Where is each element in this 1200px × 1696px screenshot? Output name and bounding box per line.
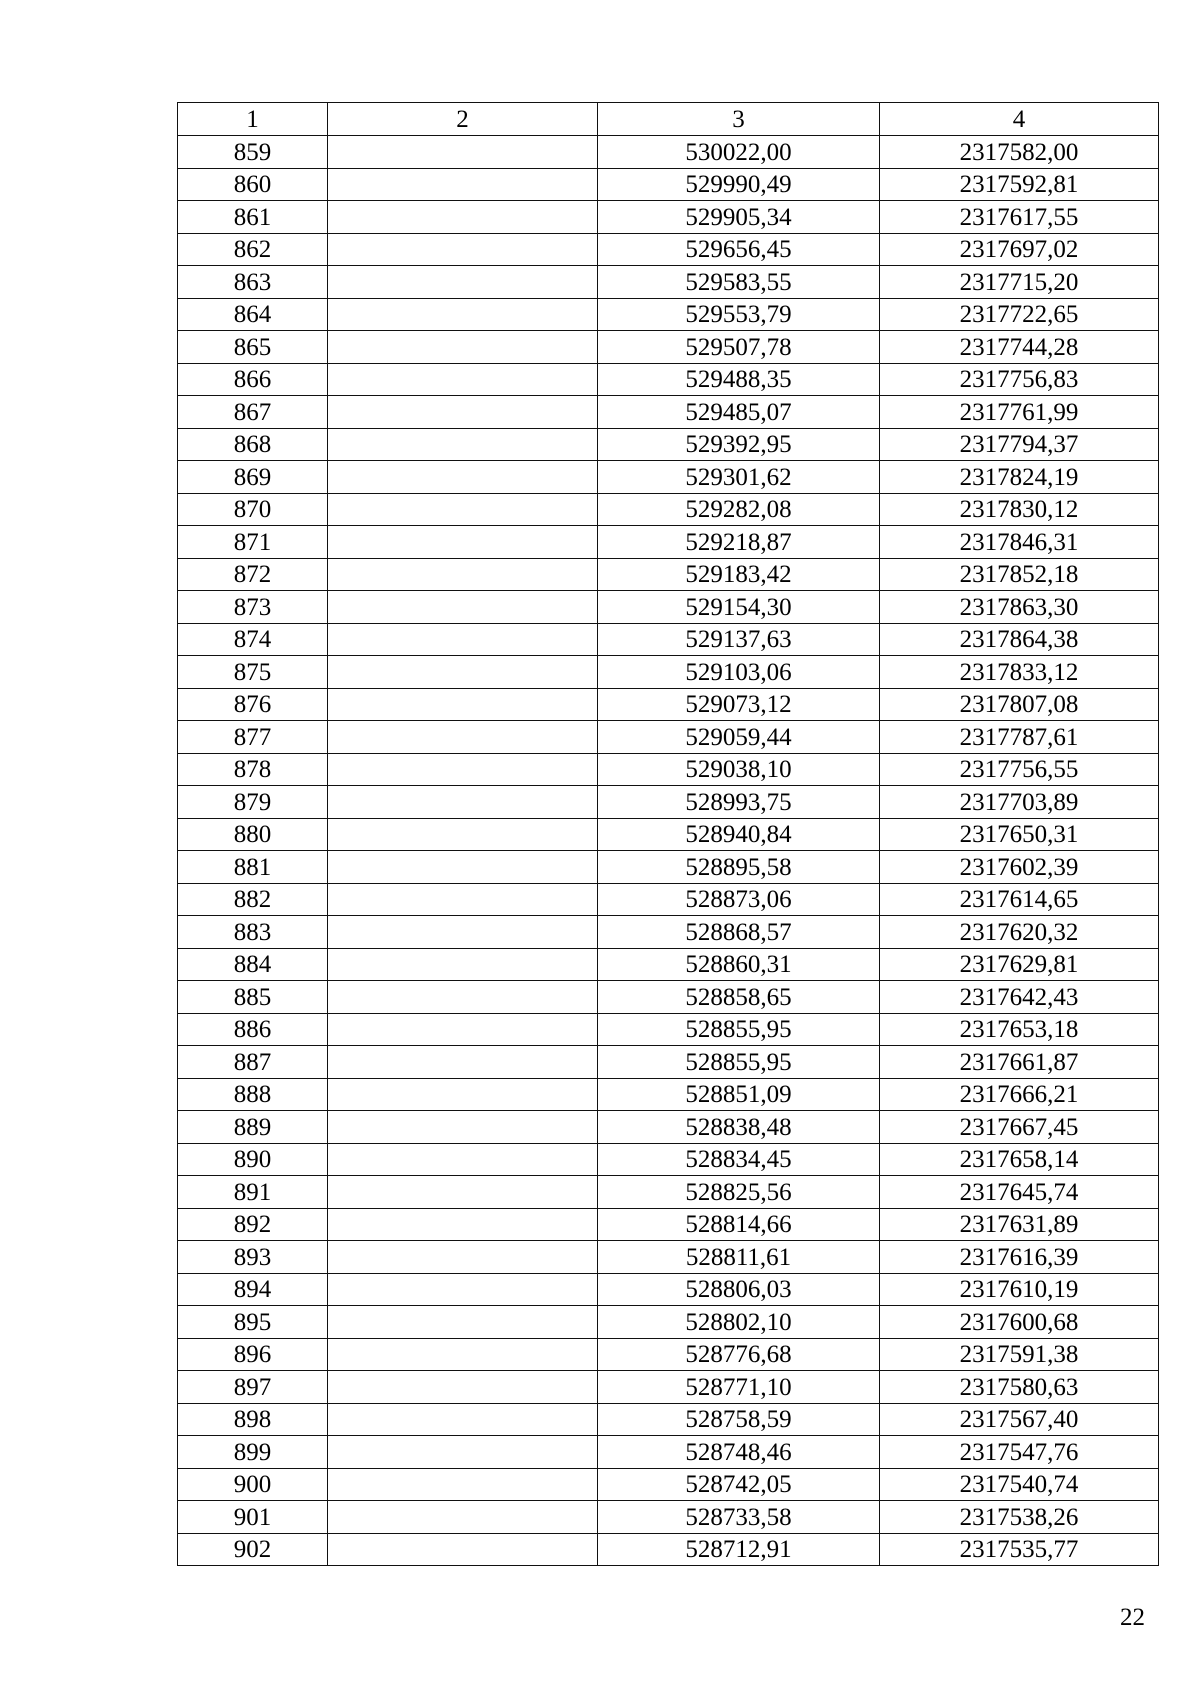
empty-cell	[328, 136, 598, 169]
x-coordinate-cell: 529038,10	[598, 753, 880, 786]
x-coordinate-cell: 529137,63	[598, 623, 880, 656]
y-coordinate-cell: 2317547,76	[880, 1436, 1159, 1469]
table-row	[178, 558, 1159, 591]
table-row	[178, 1468, 1159, 1501]
column-header-4: 4	[880, 103, 1159, 136]
y-coordinate-cell: 2317697,02	[880, 233, 1159, 266]
x-coordinate-cell: 529154,30	[598, 591, 880, 624]
y-coordinate-cell: 2317658,14	[880, 1143, 1159, 1176]
table-row	[178, 623, 1159, 656]
point-number-cell: 869	[178, 461, 328, 494]
x-coordinate-cell: 529103,06	[598, 656, 880, 689]
table-row	[178, 526, 1159, 559]
table-row	[178, 818, 1159, 851]
point-number-cell: 889	[178, 1111, 328, 1144]
empty-cell	[328, 1241, 598, 1274]
table-row	[178, 656, 1159, 689]
point-number-cell: 861	[178, 201, 328, 234]
point-number-cell: 874	[178, 623, 328, 656]
empty-cell	[328, 396, 598, 429]
y-coordinate-cell: 2317600,68	[880, 1306, 1159, 1339]
y-coordinate-cell: 2317863,30	[880, 591, 1159, 624]
table-row	[178, 591, 1159, 624]
table-row	[178, 883, 1159, 916]
y-coordinate-cell: 2317807,08	[880, 688, 1159, 721]
y-coordinate-cell: 2317592,81	[880, 168, 1159, 201]
x-coordinate-cell: 529990,49	[598, 168, 880, 201]
table-row	[178, 1208, 1159, 1241]
y-coordinate-cell: 2317567,40	[880, 1403, 1159, 1436]
x-coordinate-cell: 528814,66	[598, 1208, 880, 1241]
x-coordinate-cell: 529507,78	[598, 331, 880, 364]
empty-cell	[328, 1111, 598, 1144]
x-coordinate-cell: 529183,42	[598, 558, 880, 591]
x-coordinate-cell: 528758,59	[598, 1403, 880, 1436]
y-coordinate-cell: 2317538,26	[880, 1501, 1159, 1534]
y-coordinate-cell: 2317582,00	[880, 136, 1159, 169]
x-coordinate-cell: 529282,08	[598, 493, 880, 526]
empty-cell	[328, 721, 598, 754]
point-number-cell: 899	[178, 1436, 328, 1469]
table-row	[178, 1013, 1159, 1046]
y-coordinate-cell: 2317614,65	[880, 883, 1159, 916]
table-row	[178, 1371, 1159, 1404]
y-coordinate-cell: 2317617,55	[880, 201, 1159, 234]
empty-cell	[328, 1176, 598, 1209]
table-row	[178, 461, 1159, 494]
empty-cell	[328, 623, 598, 656]
point-number-cell: 902	[178, 1533, 328, 1566]
table-row	[178, 396, 1159, 429]
table-row	[178, 168, 1159, 201]
table-row	[178, 1436, 1159, 1469]
table-row	[178, 1078, 1159, 1111]
point-number-cell: 890	[178, 1143, 328, 1176]
empty-cell	[328, 526, 598, 559]
y-coordinate-cell: 2317864,38	[880, 623, 1159, 656]
x-coordinate-cell: 529392,95	[598, 428, 880, 461]
point-number-cell: 893	[178, 1241, 328, 1274]
x-coordinate-cell: 528712,91	[598, 1533, 880, 1566]
table-row	[178, 1533, 1159, 1566]
empty-cell	[328, 1371, 598, 1404]
column-header-3: 3	[598, 103, 880, 136]
table-row	[178, 981, 1159, 1014]
empty-cell	[328, 1078, 598, 1111]
y-coordinate-cell: 2317653,18	[880, 1013, 1159, 1046]
y-coordinate-cell: 2317852,18	[880, 558, 1159, 591]
empty-cell	[328, 1143, 598, 1176]
point-number-cell: 860	[178, 168, 328, 201]
y-coordinate-cell: 2317824,19	[880, 461, 1159, 494]
y-coordinate-cell: 2317661,87	[880, 1046, 1159, 1079]
point-number-cell: 876	[178, 688, 328, 721]
x-coordinate-cell: 529553,79	[598, 298, 880, 331]
table-row	[178, 298, 1159, 331]
empty-cell	[328, 461, 598, 494]
table-row	[178, 753, 1159, 786]
empty-cell	[328, 1533, 598, 1566]
empty-cell	[328, 558, 598, 591]
point-number-cell: 885	[178, 981, 328, 1014]
empty-cell	[328, 1501, 598, 1534]
table-row	[178, 1501, 1159, 1534]
point-number-cell: 882	[178, 883, 328, 916]
y-coordinate-cell: 2317602,39	[880, 851, 1159, 884]
y-coordinate-cell: 2317642,43	[880, 981, 1159, 1014]
x-coordinate-cell: 528802,10	[598, 1306, 880, 1339]
point-number-cell: 880	[178, 818, 328, 851]
y-coordinate-cell: 2317761,99	[880, 396, 1159, 429]
y-coordinate-cell: 2317629,81	[880, 948, 1159, 981]
empty-cell	[328, 948, 598, 981]
y-coordinate-cell: 2317620,32	[880, 916, 1159, 949]
y-coordinate-cell: 2317616,39	[880, 1241, 1159, 1274]
empty-cell	[328, 916, 598, 949]
empty-cell	[328, 233, 598, 266]
empty-cell	[328, 493, 598, 526]
point-number-cell: 891	[178, 1176, 328, 1209]
empty-cell	[328, 1338, 598, 1371]
y-coordinate-cell: 2317540,74	[880, 1468, 1159, 1501]
x-coordinate-cell: 529073,12	[598, 688, 880, 721]
x-coordinate-cell: 528838,48	[598, 1111, 880, 1144]
empty-cell	[328, 331, 598, 364]
table-row	[178, 363, 1159, 396]
x-coordinate-cell: 528873,06	[598, 883, 880, 916]
x-coordinate-cell: 528771,10	[598, 1371, 880, 1404]
point-number-cell: 896	[178, 1338, 328, 1371]
empty-cell	[328, 883, 598, 916]
x-coordinate-cell: 530022,00	[598, 136, 880, 169]
empty-cell	[328, 1013, 598, 1046]
point-number-cell: 901	[178, 1501, 328, 1534]
point-number-cell: 897	[178, 1371, 328, 1404]
page-number: 22	[1120, 1604, 1145, 1631]
table-row	[178, 266, 1159, 299]
point-number-cell: 894	[178, 1273, 328, 1306]
table-row	[178, 1338, 1159, 1371]
point-number-cell: 883	[178, 916, 328, 949]
x-coordinate-cell: 528940,84	[598, 818, 880, 851]
table-row	[178, 786, 1159, 819]
x-coordinate-cell: 528834,45	[598, 1143, 880, 1176]
table-row	[178, 1111, 1159, 1144]
column-header-2: 2	[328, 103, 598, 136]
point-number-cell: 884	[178, 948, 328, 981]
point-number-cell: 862	[178, 233, 328, 266]
point-number-cell: 892	[178, 1208, 328, 1241]
x-coordinate-cell: 529301,62	[598, 461, 880, 494]
x-coordinate-cell: 528851,09	[598, 1078, 880, 1111]
x-coordinate-cell: 529059,44	[598, 721, 880, 754]
y-coordinate-cell: 2317787,61	[880, 721, 1159, 754]
point-number-cell: 867	[178, 396, 328, 429]
x-coordinate-cell: 528776,68	[598, 1338, 880, 1371]
point-number-cell: 895	[178, 1306, 328, 1339]
point-number-cell: 887	[178, 1046, 328, 1079]
x-coordinate-cell: 528993,75	[598, 786, 880, 819]
y-coordinate-cell: 2317667,45	[880, 1111, 1159, 1144]
point-number-cell: 866	[178, 363, 328, 396]
x-coordinate-cell: 529656,45	[598, 233, 880, 266]
empty-cell	[328, 266, 598, 299]
y-coordinate-cell: 2317591,38	[880, 1338, 1159, 1371]
table-row	[178, 331, 1159, 364]
point-number-cell: 877	[178, 721, 328, 754]
x-coordinate-cell: 528825,56	[598, 1176, 880, 1209]
table-row	[178, 233, 1159, 266]
table-row	[178, 851, 1159, 884]
x-coordinate-cell: 529488,35	[598, 363, 880, 396]
table-row	[178, 1306, 1159, 1339]
table-row	[178, 136, 1159, 169]
point-number-cell: 900	[178, 1468, 328, 1501]
point-number-cell: 888	[178, 1078, 328, 1111]
empty-cell	[328, 591, 598, 624]
table-row	[178, 1241, 1159, 1274]
y-coordinate-cell: 2317535,77	[880, 1533, 1159, 1566]
table-row	[178, 1176, 1159, 1209]
y-coordinate-cell: 2317756,83	[880, 363, 1159, 396]
empty-cell	[328, 1273, 598, 1306]
y-coordinate-cell: 2317666,21	[880, 1078, 1159, 1111]
y-coordinate-cell: 2317631,89	[880, 1208, 1159, 1241]
y-coordinate-cell: 2317650,31	[880, 818, 1159, 851]
empty-cell	[328, 981, 598, 1014]
table-row	[178, 1046, 1159, 1079]
point-number-cell: 863	[178, 266, 328, 299]
point-number-cell: 864	[178, 298, 328, 331]
x-coordinate-cell: 529583,55	[598, 266, 880, 299]
y-coordinate-cell: 2317794,37	[880, 428, 1159, 461]
point-number-cell: 898	[178, 1403, 328, 1436]
empty-cell	[328, 851, 598, 884]
point-number-cell: 881	[178, 851, 328, 884]
empty-cell	[328, 1208, 598, 1241]
x-coordinate-cell: 528855,95	[598, 1046, 880, 1079]
table-row	[178, 428, 1159, 461]
point-number-cell: 859	[178, 136, 328, 169]
x-coordinate-cell: 528860,31	[598, 948, 880, 981]
point-number-cell: 865	[178, 331, 328, 364]
coordinates-table-body	[178, 103, 1159, 1566]
point-number-cell: 871	[178, 526, 328, 559]
empty-cell	[328, 1436, 598, 1469]
empty-cell	[328, 818, 598, 851]
table-row	[178, 493, 1159, 526]
y-coordinate-cell: 2317830,12	[880, 493, 1159, 526]
y-coordinate-cell: 2317610,19	[880, 1273, 1159, 1306]
x-coordinate-cell: 529905,34	[598, 201, 880, 234]
x-coordinate-cell: 528811,61	[598, 1241, 880, 1274]
point-number-cell: 872	[178, 558, 328, 591]
point-number-cell: 868	[178, 428, 328, 461]
table-header-row	[178, 103, 1159, 136]
x-coordinate-cell: 529485,07	[598, 396, 880, 429]
table-row	[178, 1403, 1159, 1436]
empty-cell	[328, 786, 598, 819]
point-number-cell: 879	[178, 786, 328, 819]
y-coordinate-cell: 2317580,63	[880, 1371, 1159, 1404]
x-coordinate-cell: 528868,57	[598, 916, 880, 949]
table-row	[178, 1143, 1159, 1176]
empty-cell	[328, 1403, 598, 1436]
empty-cell	[328, 688, 598, 721]
column-header-1: 1	[178, 103, 328, 136]
point-number-cell: 870	[178, 493, 328, 526]
empty-cell	[328, 201, 598, 234]
point-number-cell: 878	[178, 753, 328, 786]
y-coordinate-cell: 2317722,65	[880, 298, 1159, 331]
x-coordinate-cell: 528742,05	[598, 1468, 880, 1501]
y-coordinate-cell: 2317833,12	[880, 656, 1159, 689]
table-row	[178, 721, 1159, 754]
point-number-cell: 873	[178, 591, 328, 624]
y-coordinate-cell: 2317715,20	[880, 266, 1159, 299]
table-row	[178, 688, 1159, 721]
y-coordinate-cell: 2317703,89	[880, 786, 1159, 819]
x-coordinate-cell: 528858,65	[598, 981, 880, 1014]
point-number-cell: 875	[178, 656, 328, 689]
empty-cell	[328, 1306, 598, 1339]
empty-cell	[328, 363, 598, 396]
empty-cell	[328, 428, 598, 461]
x-coordinate-cell: 528748,46	[598, 1436, 880, 1469]
y-coordinate-cell: 2317846,31	[880, 526, 1159, 559]
empty-cell	[328, 1468, 598, 1501]
empty-cell	[328, 298, 598, 331]
y-coordinate-cell: 2317744,28	[880, 331, 1159, 364]
empty-cell	[328, 656, 598, 689]
x-coordinate-cell: 529218,87	[598, 526, 880, 559]
table-row	[178, 201, 1159, 234]
x-coordinate-cell: 528806,03	[598, 1273, 880, 1306]
x-coordinate-cell: 528733,58	[598, 1501, 880, 1534]
table-row	[178, 916, 1159, 949]
coordinates-table	[177, 102, 1159, 1566]
table-row	[178, 948, 1159, 981]
y-coordinate-cell: 2317756,55	[880, 753, 1159, 786]
empty-cell	[328, 753, 598, 786]
empty-cell	[328, 1046, 598, 1079]
table-row	[178, 1273, 1159, 1306]
y-coordinate-cell: 2317645,74	[880, 1176, 1159, 1209]
x-coordinate-cell: 528855,95	[598, 1013, 880, 1046]
x-coordinate-cell: 528895,58	[598, 851, 880, 884]
point-number-cell: 886	[178, 1013, 328, 1046]
empty-cell	[328, 168, 598, 201]
